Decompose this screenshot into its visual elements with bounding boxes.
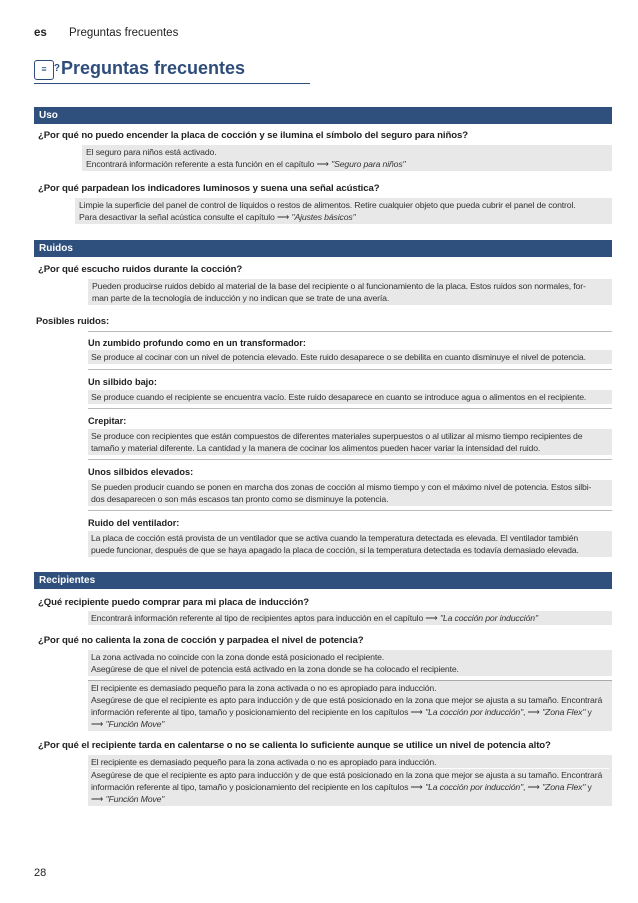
arrow-icon: ⟶ — [425, 613, 438, 623]
noise-title: Crepitar: — [88, 414, 612, 426]
answer-uso-2 — [75, 198, 612, 224]
arrow-icon: ⟶ — [276, 212, 290, 222]
chapter-reference: "Zona Flex" — [542, 707, 586, 717]
question-recipientes-1: ¿Qué recipiente puedo comprar para mi placa de inducción? — [38, 597, 309, 608]
answer-ruidos-1 — [88, 279, 612, 305]
section-bar-uso: Uso — [34, 107, 612, 124]
faq-document-icon: ≡ ? — [34, 60, 54, 80]
noise-separator — [88, 331, 612, 332]
answer-uso-1 — [82, 145, 612, 171]
noise-title: Unos silbidos elevados: — [88, 465, 612, 477]
answer-line: man parte de la tecnología de inducción y no indican que se trate de una avería. — [92, 293, 390, 303]
answer-recipientes-2-cause-1: La zona activada no coincide con la zona donde está posicionado el recipiente. Asegúrese de que el nivel de potencia está activado en la zona donde se ha colocado el recipiente. — [88, 650, 612, 676]
chapter-reference: "La cocción por inducción" — [439, 613, 538, 623]
noise-description: Se pueden producir cuando se ponen en marcha dos zonas de cocción al mismo tiempo y con el máximo nivel de potencia. Estos silbi- dos desaparecen o son más escasos tan pronto como se disminuye la potencia. — [88, 480, 612, 506]
possible-noises-heading: Posibles ruidos: — [36, 316, 110, 327]
answer-line: Encontrará información referente a esta función en el capítulo ⟶ "Seguro para niños" — [86, 159, 406, 169]
question-ruidos-1: ¿Por qué escucho ruidos durante la cocción? — [38, 264, 243, 275]
arrow-icon: ⟶ — [410, 782, 423, 792]
arrow-icon: ⟶ — [410, 707, 423, 717]
noise-description: Se produce cuando el recipiente se encuentra vacío. Este ruido desaparece en cuanto se introduce agua o alimentos en el recipiente. — [88, 390, 612, 404]
running-header — [34, 27, 179, 39]
noise-separator — [88, 510, 612, 511]
chapter-reference: "Zona Flex" — [542, 782, 586, 792]
question-recipientes-3: ¿Por qué el recipiente tarda en calentarse o no se calienta lo suficiente aunque se utilice un nivel de potencia alto? — [38, 740, 551, 751]
chapter-reference: "La cocción por inducción" — [425, 782, 523, 792]
section-bar-recipientes: Recipientes — [34, 572, 612, 589]
arrow-icon: ⟶ — [91, 719, 104, 729]
language-code: es — [34, 27, 47, 39]
chapter-reference: "Función Move" — [105, 719, 165, 729]
noise-description: Se produce al cocinar con un nivel de potencia elevado. Este ruido desaparece o se debilita en cuanto disminuye el nivel de potencia. — [88, 350, 612, 364]
header-section: Preguntas frecuentes — [69, 27, 179, 39]
answer-recipientes-3: El recipiente es demasiado pequeño para la zona activada o no es apropiado para inducción. Asegúrese de que el recipiente es apto para inducción y de que está posicionado en la zona que mejor se ajusta a su tamaño. Encontrará información referente al tipo, tamaño y posicionamiento del recipiente en los capítulos ⟶ "La cocción por inducción", ⟶ "Zona Flex" y ⟶ "Función Move" — [88, 755, 612, 806]
noise-separator — [88, 459, 612, 460]
arrow-icon: ⟶ — [316, 159, 329, 169]
answer-recipientes-2-cause-2: El recipiente es demasiado pequeño para la zona activada o no es apropiado para inducción. Asegúrese de que el recipiente es apto para inducción y de que está posicionado en la zona que mejor se ajusta a su tamaño. Encontrará información referente al tipo, tamaño y posicionamiento del recipiente en los capítulos ⟶ "La cocción por inducción", ⟶ "Zona Flex" y ⟶ "Función Move" — [88, 680, 612, 731]
answer-line: Encontrará información referente al tipo de recipientes aptos para inducción en el capítulo ⟶ "La cocción por inducción" — [91, 613, 538, 623]
answer-line: Para desactivar la señal acústica consulte el capítulo ⟶ "Ajustes básicos" — [79, 212, 356, 222]
page-title-block — [34, 60, 310, 84]
noise-title: Ruido del ventilador: — [88, 516, 612, 528]
noise-title: Un silbido bajo: — [88, 375, 612, 387]
noise-description: Se produce con recipientes que están compuestos de diferentes materiales superpuestos o al utilizar al mismo tiempo recipientes de tamaño y material diferente. La cantidad y la manera de cocinar los alimentos pueden hacer variar la intensidad del ruido. — [88, 429, 612, 455]
noise-separator — [88, 369, 612, 370]
noise-separator — [88, 408, 612, 409]
question-uso-2: ¿Por qué parpadean los indicadores luminosos y suena una señal acústica? — [38, 183, 380, 194]
section-bar-ruidos: Ruidos — [34, 240, 612, 257]
question-recipientes-2: ¿Por qué no calienta la zona de cocción y parpadea el nivel de potencia? — [38, 635, 364, 646]
answer-recipientes-1 — [88, 611, 612, 625]
answer-line: Limpie la superficie del panel de control de líquidos o restos de alimentos. Retire cualquier objeto que pueda cubrir el panel de control. — [79, 200, 576, 210]
chapter-reference: "La cocción por inducción" — [425, 707, 523, 717]
answer-line: El seguro para niños está activado. — [86, 147, 217, 157]
arrow-icon: ⟶ — [91, 794, 104, 804]
noise-description: La placa de cocción está provista de un ventilador que se activa cuando la temperatura detectada es elevada. El ventilador también puede funcionar, después de que se haya apagado la placa de cocción, si la temperatura detectada es todavía demasiado elevada. — [88, 531, 612, 557]
arrow-icon: ⟶ — [527, 782, 540, 792]
chapter-reference: "Ajustes básicos" — [291, 212, 356, 222]
arrow-icon: ⟶ — [527, 707, 540, 717]
page-number: 28 — [34, 867, 47, 879]
page-title: Preguntas frecuentes — [61, 58, 246, 78]
chapter-reference: "Seguro para niños" — [331, 159, 406, 169]
question-uso-1: ¿Por qué no puedo encender la placa de cocción y se ilumina el símbolo del seguro para niños? — [38, 130, 468, 141]
answer-line: Pueden producirse ruidos debido al material de la base del recipiente o al funcionamiento de la placa. Estos ruidos son normales, for- — [92, 281, 586, 291]
noise-title: Un zumbido profundo como en un transformador: — [88, 336, 612, 348]
chapter-reference: "Función Move" — [105, 794, 165, 804]
